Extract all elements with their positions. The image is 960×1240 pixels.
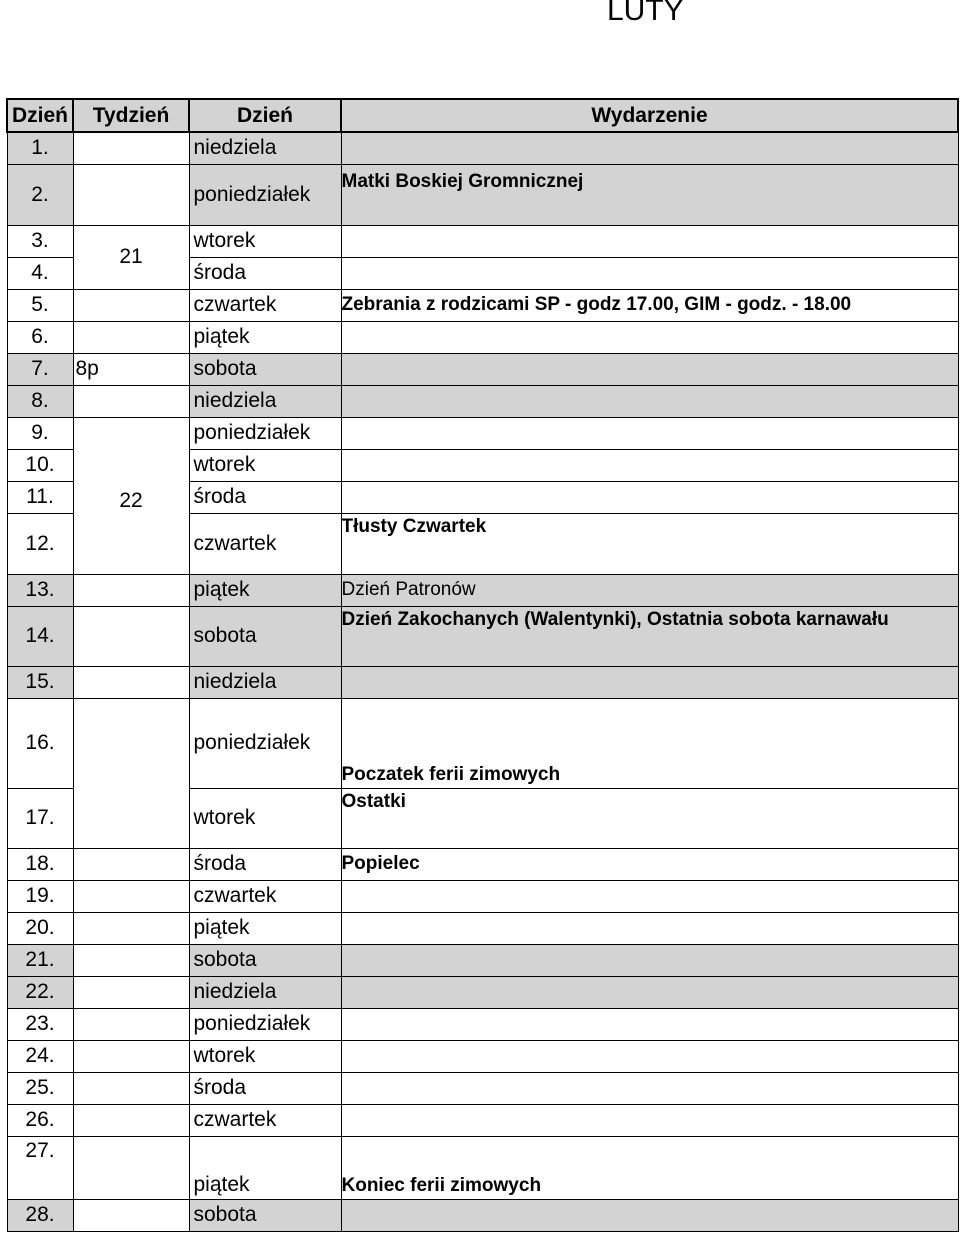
event-cell bbox=[341, 912, 958, 944]
event-cell bbox=[341, 225, 958, 257]
event-cell bbox=[341, 1040, 958, 1072]
event-cell bbox=[341, 385, 958, 417]
table-row bbox=[7, 1072, 958, 1104]
day-name: czwartek bbox=[189, 880, 341, 912]
event-cell: Matki Boskiej Gromnicznej bbox=[341, 164, 958, 225]
day-number: 25. bbox=[7, 1072, 73, 1104]
day-number: 5. bbox=[7, 289, 73, 321]
table-row bbox=[7, 848, 958, 880]
event-cell bbox=[341, 417, 958, 449]
day-name: wtorek bbox=[189, 225, 341, 257]
event-cell bbox=[341, 449, 958, 481]
table-row bbox=[7, 1104, 958, 1136]
calendar-table bbox=[6, 98, 959, 1232]
event-cell bbox=[341, 132, 958, 164]
table-row bbox=[7, 1040, 958, 1072]
day-name: środa bbox=[189, 1072, 341, 1104]
day-number: 10. bbox=[7, 449, 73, 481]
event-cell bbox=[341, 481, 958, 513]
day-name: piątek bbox=[189, 321, 341, 353]
week-cell bbox=[73, 1008, 189, 1040]
day-number: 21. bbox=[7, 944, 73, 976]
week-cell bbox=[73, 1072, 189, 1104]
month-title: LUTY bbox=[607, 0, 684, 27]
event-cell: Popielec bbox=[341, 848, 958, 880]
day-number: 16. bbox=[7, 698, 73, 788]
event-cell: Koniec ferii zimowych bbox=[341, 1136, 958, 1199]
week-number: 22 bbox=[73, 417, 189, 574]
day-number: 19. bbox=[7, 880, 73, 912]
header-event: Wydarzenie bbox=[341, 99, 958, 132]
event-cell bbox=[341, 353, 958, 385]
day-number: 2. bbox=[7, 164, 73, 225]
header-week: Tydzień bbox=[73, 99, 189, 132]
table-row bbox=[7, 1199, 958, 1231]
day-name: środa bbox=[189, 848, 341, 880]
table-row bbox=[7, 666, 958, 698]
day-name: poniedziałek bbox=[189, 164, 341, 225]
week-cell bbox=[73, 289, 189, 321]
day-name: wtorek bbox=[189, 449, 341, 481]
day-name: niedziela bbox=[189, 666, 341, 698]
week-number: 8p bbox=[73, 353, 189, 385]
week-cell bbox=[73, 1199, 189, 1231]
day-name: wtorek bbox=[189, 1040, 341, 1072]
week-cell bbox=[73, 944, 189, 976]
event-cell bbox=[341, 944, 958, 976]
week-cell bbox=[73, 1104, 189, 1136]
event-cell bbox=[341, 880, 958, 912]
table-row bbox=[7, 976, 958, 1008]
table-row bbox=[7, 1008, 958, 1040]
week-cell bbox=[73, 164, 189, 225]
event-cell bbox=[341, 976, 958, 1008]
event-cell: Zebrania z rodzicami SP - godz 17.00, GIM - godz. - 18.00 bbox=[341, 289, 958, 321]
week-cell bbox=[73, 1136, 189, 1199]
day-number: 26. bbox=[7, 1104, 73, 1136]
day-number: 22. bbox=[7, 976, 73, 1008]
header-dayname: Dzień bbox=[189, 99, 341, 132]
event-cell bbox=[341, 321, 958, 353]
event-cell bbox=[341, 1072, 958, 1104]
table-row bbox=[7, 912, 958, 944]
day-name: piątek bbox=[189, 1136, 341, 1199]
day-name: poniedziałek bbox=[189, 698, 341, 788]
table-row bbox=[7, 944, 958, 976]
day-number: 4. bbox=[7, 257, 73, 289]
week-cell bbox=[73, 385, 189, 417]
table-row bbox=[7, 132, 958, 164]
week-cell bbox=[73, 1040, 189, 1072]
day-number: 24. bbox=[7, 1040, 73, 1072]
table-row bbox=[7, 606, 958, 666]
day-number: 20. bbox=[7, 912, 73, 944]
event-cell bbox=[341, 1104, 958, 1136]
table-row bbox=[7, 1136, 958, 1199]
day-number: 8. bbox=[7, 385, 73, 417]
day-name: niedziela bbox=[189, 132, 341, 164]
day-number: 28. bbox=[7, 1199, 73, 1231]
day-name: piątek bbox=[189, 574, 341, 606]
week-cell bbox=[73, 132, 189, 164]
day-number: 13. bbox=[7, 574, 73, 606]
day-name: sobota bbox=[189, 606, 341, 666]
event-cell: Poczatek ferii zimowych bbox=[341, 698, 958, 788]
table-row bbox=[7, 417, 958, 449]
header-row bbox=[7, 99, 958, 132]
day-name: sobota bbox=[189, 353, 341, 385]
event-cell: Dzień Patronów bbox=[341, 574, 958, 606]
week-cell bbox=[73, 698, 189, 848]
event-cell bbox=[341, 257, 958, 289]
table-row bbox=[7, 698, 958, 788]
day-name: czwartek bbox=[189, 1104, 341, 1136]
day-name: czwartek bbox=[189, 513, 341, 574]
week-cell bbox=[73, 848, 189, 880]
week-cell bbox=[73, 912, 189, 944]
table-row bbox=[7, 164, 958, 225]
day-name: niedziela bbox=[189, 385, 341, 417]
day-name: środa bbox=[189, 481, 341, 513]
week-number: 21 bbox=[73, 225, 189, 289]
day-number: 14. bbox=[7, 606, 73, 666]
day-number: 9. bbox=[7, 417, 73, 449]
table-row bbox=[7, 225, 958, 257]
event-cell: Ostatki bbox=[341, 788, 958, 848]
table-row bbox=[7, 385, 958, 417]
week-cell bbox=[73, 880, 189, 912]
day-number: 11. bbox=[7, 481, 73, 513]
event-cell bbox=[341, 1199, 958, 1231]
day-number: 1. bbox=[7, 132, 73, 164]
week-cell bbox=[73, 321, 189, 353]
day-name: poniedziałek bbox=[189, 417, 341, 449]
day-name: piątek bbox=[189, 912, 341, 944]
table-row bbox=[7, 321, 958, 353]
day-name: sobota bbox=[189, 944, 341, 976]
week-cell bbox=[73, 976, 189, 1008]
event-cell: Tłusty Czwartek bbox=[341, 513, 958, 574]
day-number: 3. bbox=[7, 225, 73, 257]
week-cell bbox=[73, 606, 189, 666]
table-row bbox=[7, 574, 958, 606]
day-name: czwartek bbox=[189, 289, 341, 321]
day-number: 17. bbox=[7, 788, 73, 848]
day-number: 18. bbox=[7, 848, 73, 880]
event-cell bbox=[341, 1008, 958, 1040]
day-number: 23. bbox=[7, 1008, 73, 1040]
day-name: środa bbox=[189, 257, 341, 289]
event-cell: Dzień Zakochanych (Walentynki), Ostatnia sobota karnawału bbox=[341, 606, 958, 666]
day-number: 15. bbox=[7, 666, 73, 698]
table-row bbox=[7, 880, 958, 912]
day-number: 6. bbox=[7, 321, 73, 353]
event-cell bbox=[341, 666, 958, 698]
day-name: sobota bbox=[189, 1199, 341, 1231]
header-day: Dzień bbox=[7, 99, 73, 132]
day-name: poniedziałek bbox=[189, 1008, 341, 1040]
day-name: niedziela bbox=[189, 976, 341, 1008]
day-number: 27. bbox=[7, 1136, 73, 1199]
table-row bbox=[7, 353, 958, 385]
table-row bbox=[7, 289, 958, 321]
day-name: wtorek bbox=[189, 788, 341, 848]
week-cell bbox=[73, 666, 189, 698]
week-cell bbox=[73, 574, 189, 606]
day-number: 7. bbox=[7, 353, 73, 385]
day-number: 12. bbox=[7, 513, 73, 574]
